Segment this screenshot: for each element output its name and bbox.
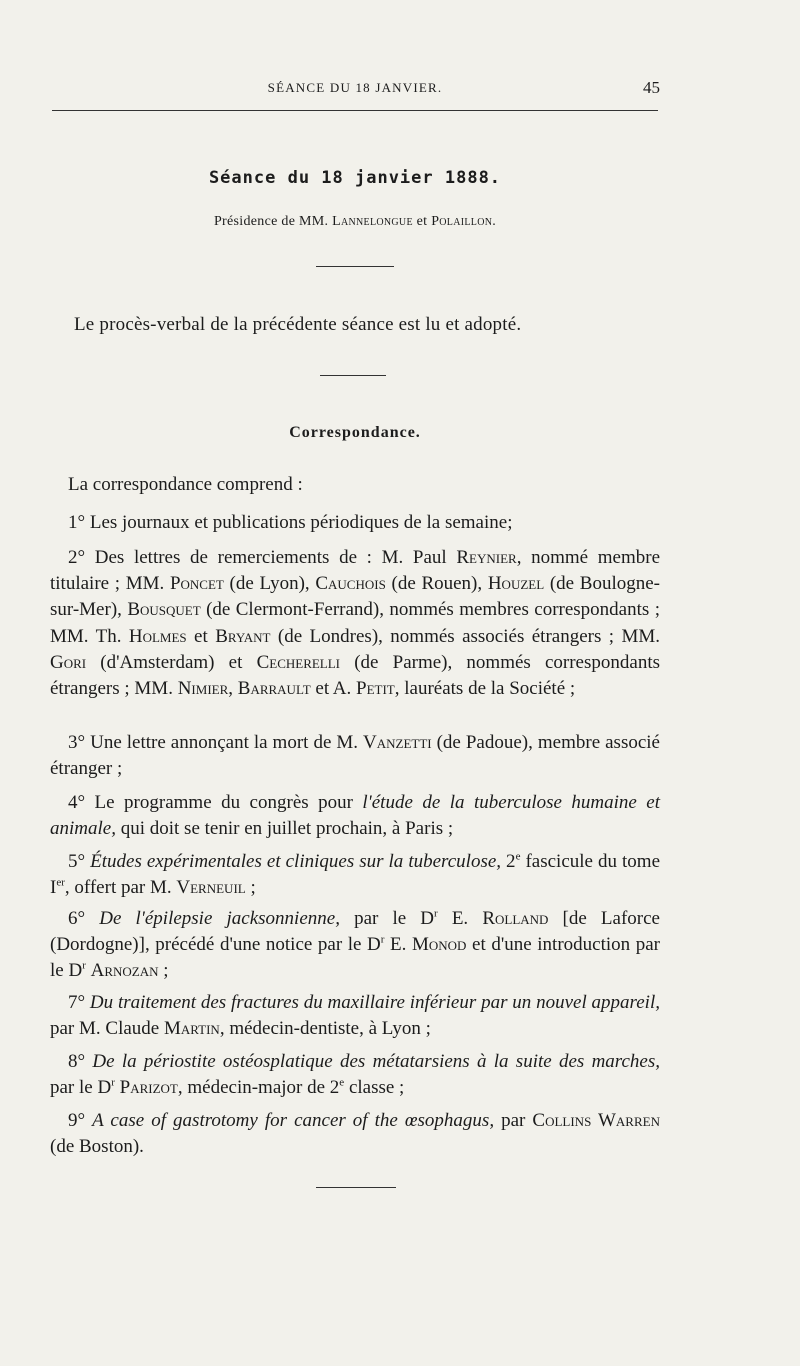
correspondance-item-9: 9° A case of gastrotomy for cancer of the œsophagus, par Collins Warren (de Boston).	[50, 1110, 660, 1158]
correspondance-item-2: 2° Des lettres de remerciements de : M. Paul Reynier, nommé membre titulaire ; MM. Poncet (de Lyon), Cauchois (de Rouen), Houzel (de Boulogne-sur-Mer), Bousquet (de Clermont-Ferrand), nommés membres correspondants ; MM. Th. Holmes et Bryant (de Londres), nommés associés étrangers ; MM. Gori (d'Amsterdam) et Cecherelli (de Parme), nommés correspondants étrangers ; MM. Nimier, Barrault et A. Petit, lauréats de la Société ;	[50, 547, 661, 700]
presidence-prefix: Présidence de MM.	[213, 214, 329, 229]
correspondance-item-3: 3° Une lettre annonçant la mort de M. Vanzetti (de Padoue), membre associé étranger ;	[50, 732, 660, 780]
page-number: 45	[643, 78, 660, 97]
correspondance-intro: La correspondance comprend :	[68, 474, 303, 495]
presidence-conjunction: et	[416, 214, 428, 229]
section-rule-3	[316, 1187, 396, 1188]
correspondance-item-5: 5° Études expérimentales et cliniques sur la tuberculose, 2e fascicule du tome Ier, offert par M. Verneuil ;	[50, 850, 661, 899]
president-1: Lannelongue	[332, 214, 413, 229]
president-2: Polaillon.	[431, 214, 497, 229]
correspondance-item-4: 4° Le programme du congrès pour l'étude de la tuberculose humaine et animale, qui doit se tenir en juillet prochain, à Paris ;	[50, 792, 660, 840]
correspondance-item-6: 6° De l'épilepsie jacksonnienne, par le $D^r$ E. Rolland [de Laforce (Dordogne)], précédé d'une notice par le $D^r$ E. Monod et d'une introduction par le $D^r$ Arnozan ;	[50, 907, 660, 982]
correspondance-item-7: 7° Du traitement des fractures du maxillaire inférieur par un nouvel appareil, par M. Claude Martin, médecin-dentiste, à Lyon ;	[50, 992, 660, 1040]
correspondance-item-1: 1° Les journaux et publications périodiques de la semaine;	[68, 512, 513, 533]
section-rule-1	[316, 266, 394, 267]
proces-verbal-text: Le procès-verbal de la précédente séance est lu et adopté.	[74, 314, 522, 335]
session-title: Séance du 18 janvier 1888.	[208, 168, 502, 188]
running-head	[50, 78, 660, 100]
running-title: SÉANCE DU 18 JANVIER.	[267, 80, 443, 95]
header-rule	[52, 110, 658, 111]
presidence-line	[50, 214, 660, 230]
section-rule-2	[320, 375, 386, 376]
correspondance-heading: Correspondance.	[289, 424, 421, 441]
correspondance-item-8: 8° De la périostite ostéosplatique des métatarsiens à la suite des marches, par le $D^r$ Parizot, médecin-major de 2e classe ;	[50, 1051, 660, 1099]
